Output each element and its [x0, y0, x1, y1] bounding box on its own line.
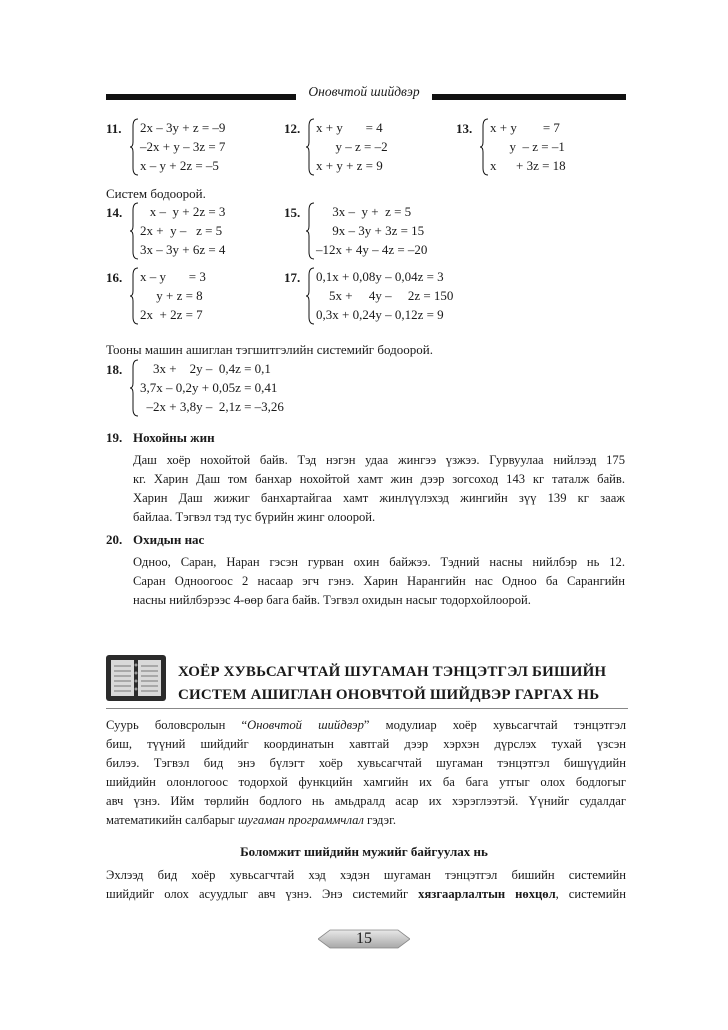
problem-text: [133, 451, 625, 527]
problem-title: Охидын нас: [133, 532, 205, 547]
section-title-line: ХОЁР ХУВЬСАГЧТАЙ ШУГАМАН ТЭНЦЭТГЭЛ БИШИЙН: [178, 664, 607, 680]
section-title-line: СИСТЕМ АШИГЛАН ОНОВЧТОЙ ШИЙДВЭР ГАРГАХ НЬ: [178, 687, 600, 703]
equation: x – y + 2z = 3: [140, 204, 226, 219]
text-line: билээ. Тэгвэл бид энэ бүлэгт хоёр хувьсагчтай шугаман тэнцэтгэл бишүүдийн: [106, 756, 626, 770]
text-line: авч үзнэ. Ийм төрлийн бодлого нь амьдралд асар их хэрэглээтэй. Үүнийг судалдаг: [106, 794, 626, 808]
equation: 0,3x + 0,24y – 0,12z = 9: [316, 307, 444, 322]
equation: 0,1x + 0,08y – 0,04z = 3: [316, 269, 444, 284]
running-header: Оновчтой шийдвэр: [0, 84, 728, 100]
brace-icon: [306, 202, 316, 260]
text-line: байлаа. Тэгвэл тэд тус бүрийн жинг олоорой.: [133, 510, 376, 524]
brace-icon: [130, 202, 140, 260]
equation-system: [130, 267, 280, 325]
brace-icon: [306, 118, 316, 176]
problem-number: 20.: [106, 532, 123, 547]
text-line: Суурь боловсролын “Оновчтой шийдвэр” модулиар хоёр хувьсагчтай тэнцэтгэл: [106, 718, 626, 732]
term-constraints: хязгаарлалтын нөхцөл: [418, 887, 556, 901]
text-line: шийдийн олонлогоос тодорхой функцийн хамгийн их ба бага утгыг олох бодлогыг: [106, 775, 626, 789]
equation: x + 3z = 18: [490, 158, 566, 173]
problem-number: 18.: [106, 362, 123, 377]
equation: 3x – y + z = 5: [316, 204, 412, 219]
equation-system: [306, 267, 506, 325]
brace-icon: [480, 118, 490, 176]
equation: 2x + 2z = 7: [140, 307, 203, 322]
equation: 9x – 3y + 3z = 15: [316, 223, 425, 238]
term-linear-programming: шугаман программчлал: [237, 813, 364, 827]
equation: –2x + y – 3z = 7: [140, 139, 226, 154]
equation-system: [480, 118, 610, 176]
equation: 2x + y – z = 5: [140, 223, 223, 238]
equation: –2x + 3,8y – 2,1z = –3,26: [140, 399, 284, 414]
equation: 2x – 3y + z = –9: [140, 120, 226, 135]
text-line: биш, түүний шийдийг координатын хавтгай дээр хэрхэн дүрслэх тухай үзсэн: [106, 737, 626, 751]
text-line: Даш хоёр нохойтой байв. Тэд нэгэн удаа жингээ үзжээ. Гурвуулаа нийлээд 175: [133, 453, 625, 467]
text-line: Харин Даш жижиг банхартайгаа хамт жинлүүлэхэд жингийн зүү 139 кг зааж: [133, 491, 625, 505]
final-paragraph: [106, 866, 626, 904]
problem-number: 12.: [284, 121, 301, 136]
equation: x + y = 4: [316, 120, 383, 135]
problem-number: 19.: [106, 430, 123, 445]
equation-system: [130, 118, 280, 176]
text-line: кг. Харин Даш том банхар нохойтой хамт жин дээр зогсоход 143 кг таталж байв.: [133, 472, 625, 486]
problem-number: 15.: [284, 205, 301, 220]
brace-icon: [130, 118, 140, 176]
text-line: насны нийлбэрээс 4-өөр бага байв. Тэгвэл охидын насыг тодорхойлоорой.: [133, 593, 531, 607]
problem-number: 13.: [456, 121, 473, 136]
subheading: Боломжит шийдийн мужийг байгуулах нь: [240, 844, 488, 859]
equation-system: [306, 202, 486, 260]
equation: x + y + z = 9: [316, 158, 383, 173]
equation: x – y = 3: [140, 269, 206, 284]
problem-number: 16.: [106, 270, 123, 285]
brace-icon: [306, 267, 316, 325]
equation: 3x – 3y + 6z = 4: [140, 242, 226, 257]
page-number: 15: [356, 930, 372, 947]
problem-text: [133, 553, 625, 610]
equation-system: [130, 359, 330, 417]
problem-number: 17.: [284, 270, 301, 285]
problem-title: Нохойны жин: [133, 430, 215, 445]
instruction: Тооны машин ашиглан тэгшитгэлийн системийг бодоорой.: [106, 342, 433, 357]
equation: x – y + 2z = –5: [140, 158, 219, 173]
equation-system: [130, 202, 280, 260]
brace-icon: [130, 267, 140, 325]
instruction: Систем бодоорой.: [106, 186, 206, 201]
equation: y + z = 8: [140, 288, 203, 303]
intro-paragraph: [106, 716, 626, 830]
equation: 3,7x – 0,2y + 0,05z = 0,41: [140, 380, 278, 395]
equation: y – z = –1: [490, 139, 565, 154]
module-name: Оновчтой шийдвэр: [247, 718, 364, 732]
equation-system: [306, 118, 436, 176]
equation: 3x + 2y – 0,4z = 0,1: [140, 361, 271, 376]
text-line: шийдийг олох асуудлыг авч үзнэ. Энэ системийг хязгаарлалтын нөхцөл, системийн: [106, 887, 626, 901]
brace-icon: [130, 359, 140, 417]
section-title: [178, 661, 606, 707]
equation: 5x + 4y – 2z = 150: [316, 288, 454, 303]
equation: –12x + 4y – 4z = –20: [316, 242, 428, 257]
text-line: математикийн салбарыг шугаман программчлал гэдэг.: [106, 813, 396, 827]
text-line: Саран Одноогоос 2 насаар эгч гэнэ. Харин Нарангийн нас Одноо ба Сарангийн: [133, 574, 625, 588]
problem-number: 11.: [106, 121, 122, 136]
equation: x + y = 7: [490, 120, 560, 135]
section-divider: [106, 708, 628, 709]
problem-number: 14.: [106, 205, 123, 220]
notebook-icon: [106, 655, 166, 701]
text-line: Эхлээд бид хоёр хувьсагчтай хэд хэдэн шугаман тэнцэтгэл бишийн системийн: [106, 868, 626, 882]
equation: y – z = –2: [316, 139, 388, 154]
text-line: Одноо, Саран, Наран гэсэн гурван охин байжээ. Тэдний насны нийлбэр нь 12.: [133, 555, 625, 569]
